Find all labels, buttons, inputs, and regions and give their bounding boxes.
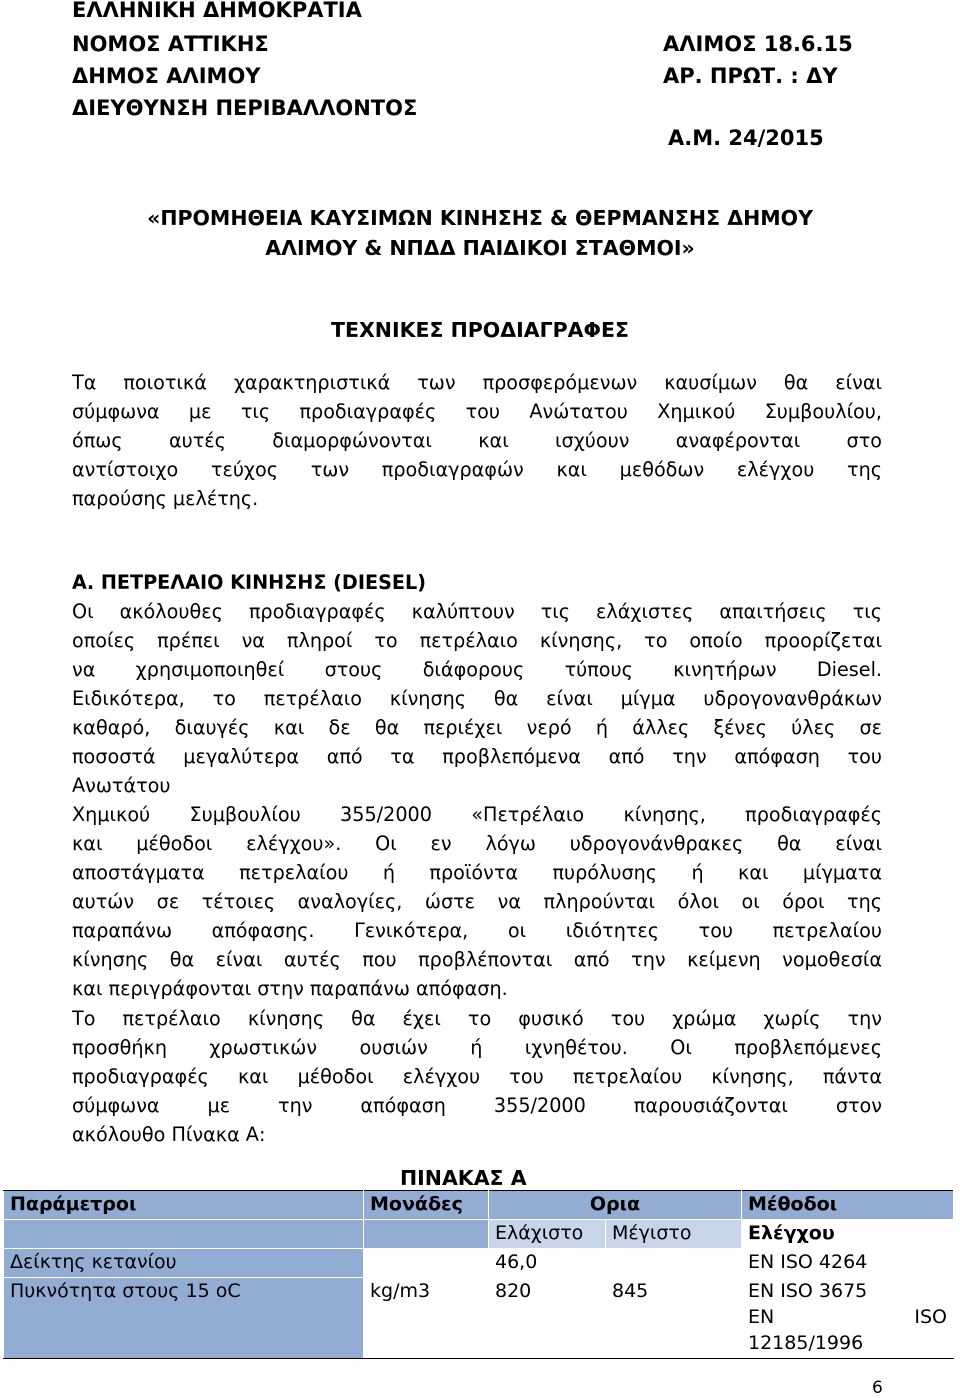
header-municipality: ΔΗΜΟΣ ΑΛΙΜΟΥ (72, 64, 261, 88)
header-max: Μέγιστο (606, 1220, 742, 1249)
row-method-part: EN (748, 1306, 775, 1328)
section-a-line: Το πετρέλαιο κίνησης θα έχει το φυσικό του χρώμα χωρίς την (72, 1007, 882, 1030)
row-max: 845 (606, 1278, 742, 1359)
section-a-line: να χρησιμοποιηθεί στους διάφορους τύπους κινητήρων Diesel. (72, 658, 882, 681)
table-a (3, 1190, 954, 1359)
row-unit: kg/m3 (364, 1278, 489, 1359)
section-a-line: οποίες πρέπει να πληροί το πετρέλαιο κίνησης, το οποίο προορίζεται (72, 629, 882, 652)
row-max (606, 1249, 742, 1278)
row-unit (364, 1249, 489, 1278)
row-method (742, 1278, 954, 1359)
section-a-line: ακόλουθο Πίνακα Α: (72, 1123, 266, 1146)
header-prefecture: ΝΟΜΟΣ ΑΤΤΙΚΗΣ (72, 32, 269, 56)
section-a-line: αποστάγματα πετρελαίου ή προϊόντα πυρόλυσης ή και μίγματα (72, 861, 882, 884)
row-min: 820 (489, 1278, 606, 1359)
subheader-blank (4, 1220, 364, 1249)
section-a-line: κίνησης θα είναι αυτές που προβλέπονται από την κείμενη νομοθεσία (72, 948, 882, 971)
section-a-line: σύμφωνα με την απόφαση 355/2000 παρουσιάζονται στον (72, 1094, 882, 1117)
row-min: 46,0 (489, 1249, 606, 1278)
header-units: Μονάδες (364, 1191, 489, 1220)
header-directorate: ΔΙΕΥΘΥΝΣΗ ΠΕΡΙΒΑΛΛΟΝΤΟΣ (72, 96, 418, 120)
section-a-line: προσθήκη χρωστικών ουσιών ή ιχνηθέτου. Οι προβλεπόμενες (72, 1036, 882, 1059)
row-parameter: Πυκνότητα στους 15 oC (4, 1278, 364, 1359)
specs-intro-line: σύμφωνα με τις προδιαγραφές του Ανώτατου Χημικού Συμβουλίου, (72, 400, 882, 423)
header-methods: Μέθοδοι (742, 1191, 954, 1220)
table-row (4, 1278, 954, 1359)
section-a-line: ποσοστά μεγαλύτερα από τα προβλεπόμενα από την απόφαση του (72, 745, 882, 768)
row-method-part: ISO (914, 1306, 947, 1328)
specs-intro-line: Τα ποιοτικά χαρακτηριστικά των προσφερόμενων καυσίμων θα είναι (72, 371, 882, 394)
document-title-line-1: «ΠΡΟΜΗΘΕΙΑ ΚΑΥΣΙΜΩΝ ΚΙΝΗΣΗΣ & ΘΕΡΜΑΝΣΗΣ ΔΗΜΟΥ (147, 206, 813, 230)
specs-intro-line: παρούσης μελέτης. (72, 487, 259, 510)
section-a-line: αυτών σε τέτοιες αναλογίες, ώστε να πληρούνται όλοι οι όροι της (72, 890, 882, 913)
table-row (4, 1249, 954, 1278)
row-method-line (748, 1306, 947, 1328)
section-a-line: Ανωτάτου (72, 774, 171, 797)
section-a-line: και περιγράφονται στην παραπάνω απόφαση. (72, 977, 508, 1000)
header-methods-2: Ελέγχου (742, 1220, 954, 1249)
row-parameter: Δείκτης κετανίου (4, 1249, 364, 1278)
table-a-title: ΠΙΝΑΚΑΣ Α (400, 1166, 527, 1190)
header-country: ΕΛΛΗΝΙΚΗ ΔΗΜΟΚΡΑΤΙΑ (72, 0, 362, 22)
section-a-line: παραπάνω απόφασης. Γενικότερα, οι ιδιότητες του πετρελαίου (72, 919, 882, 942)
table-subheader-row (4, 1220, 954, 1249)
section-a-line: και μέθοδοι ελέγχου». Οι εν λόγω υδρογονάνθρακες θα είναι (72, 832, 882, 855)
page-number: 6 (872, 1378, 883, 1398)
row-method: EN ISO 4264 (742, 1249, 954, 1278)
subheader-blank (364, 1220, 489, 1249)
specs-intro-line: όπως αυτές διαμορφώνονται και ισχύουν αναφέρονται στο (72, 429, 882, 452)
specs-heading: ΤΕΧΝΙΚΕΣ ΠΡΟΔΙΑΓΡΑΦΕΣ (331, 318, 629, 342)
section-a-line: προδιαγραφές και μέθοδοι ελέγχου του πετρελαίου κίνησης, πάντα (72, 1065, 882, 1088)
row-method-line: 12185/1996 (748, 1332, 864, 1354)
section-a-line: καθαρό, διαυγές και δε θα περιέχει νερό ή άλλες ξένες ύλες σε (72, 716, 882, 739)
section-a-line: Ειδικότερα, το πετρέλαιο κίνησης θα είναι μίγμα υδρογονανθράκων (72, 687, 882, 710)
header-place-date: ΑΛΙΜΟΣ 18.6.15 (663, 32, 853, 56)
section-a-line: Οι ακόλουθες προδιαγραφές καλύπτουν τις ελάχιστες απαιτήσεις τις (72, 600, 882, 623)
header-study-number: Α.Μ. 24/2015 (668, 126, 824, 150)
header-min: Ελάχιστο (489, 1220, 606, 1249)
document-title-line-2: ΑΛΙΜΟΥ & ΝΠΔΔ ΠΑΙΔΙΚΟΙ ΣΤΑΘΜΟΙ» (265, 236, 695, 260)
table-header-row (4, 1191, 954, 1220)
section-a-heading: Α. ΠΕΤΡΕΛΑΙΟ ΚΙΝΗΣΗΣ (DIESEL) (72, 571, 427, 594)
section-a-line: Χημικού Συμβουλίου 355/2000 «Πετρέλαιο κίνησης, προδιαγραφές (72, 803, 882, 826)
header-parameters: Παράμετροι (4, 1191, 364, 1220)
row-method-line: EN ISO 3675 (748, 1280, 868, 1302)
specs-intro-line: αντίστοιχο τεύχος των προδιαγραφών και μεθόδων ελέγχου της (72, 458, 882, 481)
header-limits: Ορια (489, 1191, 742, 1220)
header-protocol: ΑΡ. ΠΡΩΤ. : ΔΥ (663, 64, 838, 88)
